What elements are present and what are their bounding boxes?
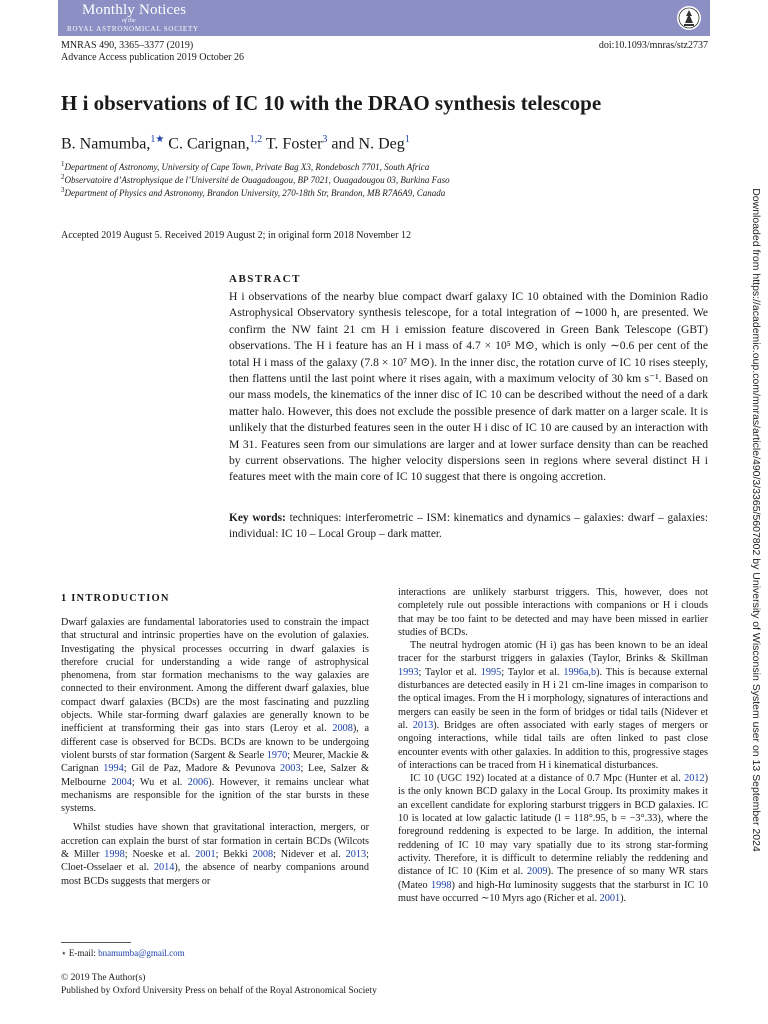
accepted-dates: Accepted 2019 August 5. Received 2019 August 2; in original form 2018 November 12 bbox=[61, 230, 411, 241]
citation-link[interactable]: 2008 bbox=[332, 723, 353, 735]
journal-name: Monthly Notices bbox=[82, 2, 187, 18]
citation-link[interactable]: 1993 bbox=[398, 666, 419, 678]
affiliation: $^2$Observatoire d’Astrophysique de l’Université de Ouagadougou, BP 7021, Ouagadougou 03, Burkina Faso bbox=[61, 173, 450, 185]
affiliation: $^1$Department of Astronomy, University of Cape Town, Private Bag X3, Rondebosch 7701, South Africa bbox=[61, 160, 430, 172]
citation-link[interactable]: 1998 bbox=[104, 849, 125, 861]
author-name: C. Carignan, bbox=[164, 135, 250, 153]
paragraph: interactions are unlikely starburst triggers. This, however, does not completely rule out possible interactions with companions or H i clouds that may be too faint to be detected and may have been missed in earlier studies of BCDs. bbox=[398, 587, 708, 638]
citation-link[interactable]: 1970 bbox=[266, 749, 288, 761]
left-column bbox=[61, 616, 369, 888]
paragraph: IC 10 (UGC 192) located at a distance of 0.7 Mpc (Hunter et al. 2012) is the only known BCD galaxy in the Local Group. Its proximity makes it an excellent candidate for exploring starburst triggers in BCD galaxies. IC 10 is located at low galactic latitude (l = 118°.95, b = −3°.33), where the foreground reddening is expected to be large. In addition, the internal reddening of IC 10 may vary spatially due to its strong star-forming activity. Therefore, it is difficult to determine reliably the reddening and distance of IC 10 (Kim et al. 2009). The presence of so many WR stars (Mateo 1998) and high-Hα luminosity suggests that the starburst in IC 10 must have occurred ∼10 Myrs ago (Richer et al. 2001). bbox=[398, 773, 708, 904]
keywords: Key words: techniques: interferometric – ISM: kinematics and dynamics – galaxies: dwarf – galaxies: individual: IC 10 – Local Group – dark matter. bbox=[229, 512, 708, 540]
citation-link[interactable]: 2012 bbox=[684, 773, 705, 785]
journal-society: ROYAL ASTRONOMICAL SOCIETY bbox=[67, 25, 199, 33]
citation-link[interactable]: 1998 bbox=[430, 879, 452, 891]
abstract-heading: ABSTRACT bbox=[229, 273, 301, 285]
footnote: ⋆ E-mail: bnamumba@gmail.com bbox=[61, 948, 185, 958]
paragraph: The neutral hydrogen atomic (H i) gas has been known to be an ideal tracer for the starburst triggers in galaxies (Taylor, Brinks & Skillman 1993; Taylor et al. 1995; Taylor et al. 1996a,b). This is because external disturbances are detected easily in H i 21 cm-line images in comparison to the optical images. From the H i morphology, signatures of interactions and mergers can easily be seen in the form of bridges or tidal tails (Nidever et al. 2013). Bridges are often associated with early stages of mergers or ongoing interactions, while tidal tails are often linked to past close encounter events with other galaxies. In addition to this, progressive stages of interactions can be traced from H i kinematical disturbances. bbox=[398, 640, 708, 771]
author-sup[interactable]: 1,2 bbox=[249, 134, 263, 145]
author-sup[interactable]: 1 bbox=[404, 134, 410, 145]
right-column bbox=[398, 586, 708, 905]
copyright: © 2019 The Author(s) Published by Oxford University Press on behalf of the Royal Astronomical Society bbox=[61, 973, 377, 996]
paper-title: H i observations of IC 10 with the DRAO synthesis telescope bbox=[61, 91, 602, 115]
citation-link[interactable]: 2001 bbox=[599, 892, 621, 904]
author-sup[interactable]: 3 bbox=[322, 134, 328, 145]
society-seal-icon bbox=[676, 5, 702, 31]
journal-of: of the bbox=[122, 18, 136, 24]
author-name: B. Namumba, bbox=[61, 135, 151, 153]
footnote-rule bbox=[61, 942, 131, 943]
citation-link[interactable]: 1994 bbox=[103, 763, 124, 775]
citation-link[interactable]: 2004 bbox=[111, 776, 132, 788]
email-link[interactable]: bnamumba@gmail.com bbox=[98, 948, 185, 958]
citation-link[interactable]: 2009 bbox=[527, 866, 548, 878]
section-heading: 1 INTRODUCTION bbox=[61, 593, 170, 604]
citation-link[interactable]: 2008 bbox=[252, 849, 274, 861]
citation: MNRAS 490, 3365–3377 (2019) bbox=[61, 40, 194, 51]
author-name: T. Foster bbox=[262, 135, 323, 153]
citation-link[interactable]: 2006 bbox=[187, 776, 209, 788]
doi[interactable]: doi:10.1093/mnras/stz2737 bbox=[598, 40, 708, 51]
citation-link[interactable]: 1996a,b bbox=[563, 666, 597, 678]
author-sup[interactable]: 1★ bbox=[150, 134, 165, 145]
paragraph: Dwarf galaxies are fundamental laboratories used to constrain the impact that structural and intrinsic properties have on the evolution of galaxies. Investigating the physical processes occurring in dwarf galaxies is therefore crucial for understanding a wide range of astrophysical phenomena, from star formation mechanisms to the way galaxies are connected to their environment. Among the different dwarf galaxies, blue compact dwarf galaxies (BCDs) are the most fascinating and puzzling objects. While star-forming dwarf galaxies are generally known to be inefficient at transforming their gas into stars (Leroy et al. 2008), a different case is observed for BCDs. BCDs are known to be undergoing violent bursts of star formation (Sargent & Searle 1970; Meurer, Mackie & Carignan 1994; Gil de Paz, Madore & Pevunova 2003; Lee, Salzer & Melbourne 2004; Wu et al. 2006). However, it remains unclear what mechanisms are responsible for the ignition of the star bursts in these systems. bbox=[61, 617, 370, 815]
advance-access: Advance Access publication 2019 October 26 bbox=[61, 52, 245, 63]
author-name: and N. Deg bbox=[327, 135, 405, 153]
download-note: Downloaded from https://academic.oup.com/mnras/article/490/3/3365/5607802 by University of Wisconsin System user on 13 September 2024 bbox=[750, 188, 762, 852]
citation-link[interactable]: 2014 bbox=[153, 862, 175, 874]
citation-link[interactable]: 1995 bbox=[480, 666, 502, 678]
citation-link[interactable]: 2001 bbox=[195, 849, 216, 861]
citation-link[interactable]: 2013 bbox=[345, 849, 367, 861]
paragraph: Whilst studies have shown that gravitational interaction, mergers, or accretion can explain the burst of star formation in certain BCDs (Wilcots & Miller 1998; Noeske et al. 2001; Bekki 2008; Nidever et al. 2013; Cloet-Osselaer et al. 2014), the absence of nearby companions around most BCDs suggests that mergers or bbox=[61, 822, 369, 887]
citation-link[interactable]: 2013 bbox=[412, 719, 434, 731]
citation-link[interactable]: 2003 bbox=[280, 763, 301, 775]
affiliation: $^3$Department of Physics and Astronomy, Brandon University, 270-18th Str, Brandon, MB R7A6A9, Canada bbox=[61, 186, 446, 198]
author-list bbox=[61, 134, 410, 153]
keywords-label: Key words: bbox=[229, 512, 286, 524]
abstract-text: H i observations of the nearby blue compact dwarf galaxy IC 10 obtained with the Dominion Radio Astrophysical Observatory synthesis telescope, for a total integration of ∼1000 h, are presented. We confirm the NW faint 21 cm H i emission feature discovered in Green Bank Telescope (GBT) observations. The H i feature has an H i mass of 4.7 × 10⁵ M⊙, which is only ∼0.6 per cent of the total H i mass of the galaxy (7.8 × 10⁷ M⊙). In the inner disc, the rotation curve of IC 10 rises steeply, then flattens until the last point where it rises again, with a maximum velocity of 30 km s⁻¹. Based on our mass models, the kinematics of the inner disc of IC 10 can be described without the need of a dark matter halo. However, this does not exclude the possible presence of dark matter on a larger scale. It is unlikely that the disturbed features seen in the outer H i disc of IC 10 are caused by an interaction with M 31. Features seen from our simulations are larger and at lower surface density than can be reached by current observations. The higher velocity dispersions seen in regions where several distinct H i features meet with the main core of IC 10 suggest that there is ongoing accretion. bbox=[229, 290, 708, 484]
